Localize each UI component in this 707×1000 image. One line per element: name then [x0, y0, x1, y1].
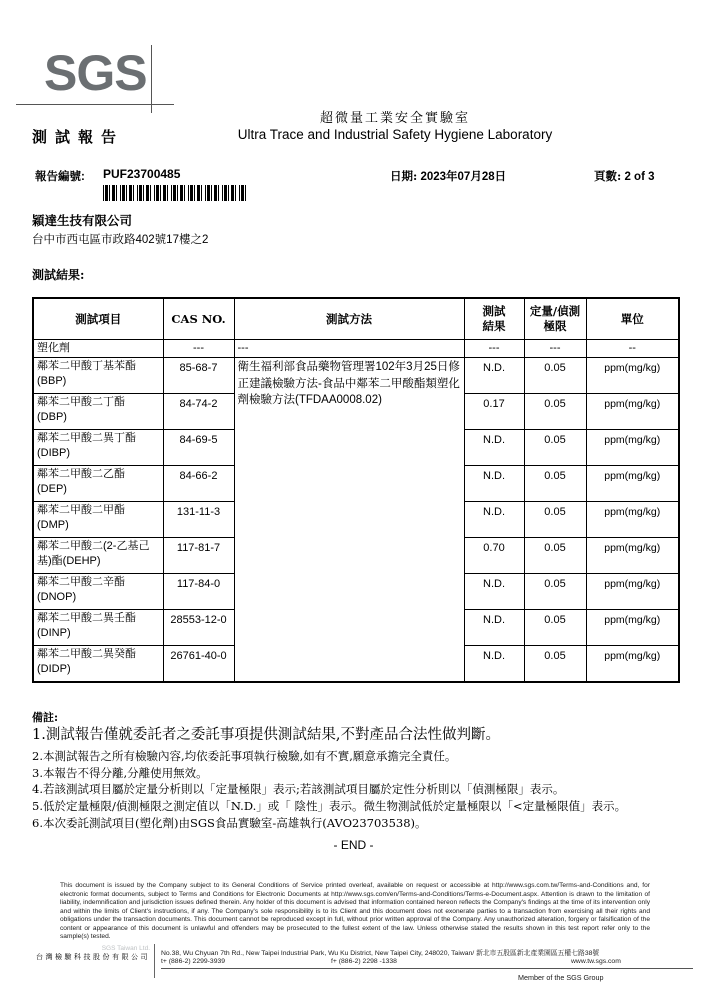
report-no-label: 報告編號: [35, 171, 85, 183]
footer-contacts [161, 958, 693, 969]
limit-cell: 0.05 [524, 646, 586, 683]
header-limit: 定量/偵測 極限 [524, 298, 586, 340]
header-unit: 單位 [586, 298, 679, 340]
result-cell: 0.17 [464, 394, 524, 430]
sgs-logo: SGS [44, 45, 147, 101]
footer-company-en: SGS Taiwan Ltd. [101, 945, 150, 952]
method-cell: 衛生福利部食品藥物管理署102年3月25日修正建議檢驗方法-食品中鄰苯二甲酸酯類塑化劑檢驗方法(TFDAA0008.02) [234, 358, 464, 683]
header-method: 測試方法 [234, 298, 464, 340]
cas-cell: 84-66-2 [163, 466, 234, 502]
note-item-3: 3.本報告不得分離,分離使用無效。 [32, 766, 208, 780]
client-address: 台中市西屯區市政路402號17樓之2 [32, 234, 209, 246]
lab-name-zh: 超微量工業安全實驗室 [319, 111, 470, 126]
header-item: 測試項目 [33, 298, 163, 340]
result-cell: N.D. [464, 610, 524, 646]
results-section-label: 測試結果: [32, 268, 85, 282]
item-cell: 塑化劑 [33, 340, 163, 358]
limit-cell: 0.05 [524, 394, 586, 430]
unit-cell: ppm(mg/kg) [586, 646, 679, 683]
result-cell: N.D. [464, 358, 524, 394]
cas-cell: 84-69-5 [163, 430, 234, 466]
cas-cell: --- [163, 340, 234, 358]
header-result: 測試 結果 [464, 298, 524, 340]
result-cell: N.D. [464, 430, 524, 466]
report-date [390, 168, 506, 184]
cas-cell: 117-84-0 [163, 574, 234, 610]
item-cell: 鄰苯二甲酸二甲酯 (DMP) [33, 502, 163, 538]
lab-name-block [175, 107, 615, 142]
item-cell: 鄰苯二甲酸二乙酯 (DEP) [33, 466, 163, 502]
method-cell: --- [234, 340, 464, 358]
unit-cell: ppm(mg/kg) [586, 394, 679, 430]
item-cell: 鄰苯二甲酸二辛酯 (DNOP) [33, 574, 163, 610]
results-table [32, 297, 680, 683]
cas-cell: 28553-12-0 [163, 610, 234, 646]
legal-disclaimer: This document is issued by the Company subject to its General Conditions of Service printed overleaf, available on request or accessible at http://www.sgs.com.tw/Terms-and-Conditions and, for electronic format documents, subject to Terms and Conditions for Electronic Documents at http://www.sgs.com/en/Terms-and-Conditions/Terms-e-Document.aspx. Attention is drawn to the limitation of liability, indemnification and jurisdiction issues defined therein. Any holder of this document is advised that information contained hereon reflects the Company's findings at the time of its intervention only and within the limits of Client's instructions, if any. The Company's sole responsibility is to its Client and this document does not exonerate parties to a transaction from exercising all their rights and obligations under the transaction documents. This document cannot be reproduced except in full, without prior written approval of the Company. Any unauthorized alteration, forgery or falsification of the content or appearance of this document is unlawful and offenders may be prosecuted to the fullest extent of the law. Unless otherwise stated the results shown in this test report refer only to the sample(s) tested. [60, 882, 650, 941]
result-cell: N.D. [464, 574, 524, 610]
limit-cell: 0.05 [524, 430, 586, 466]
footer-member: Member of the SGS Group [518, 973, 604, 982]
item-cell: 鄰苯二甲酸丁基苯酯 (BBP) [33, 358, 163, 394]
result-cell: N.D. [464, 502, 524, 538]
lab-name-en: Ultra Trace and Industrial Safety Hygiene Laboratory [237, 127, 553, 142]
logo-rule-vertical [151, 45, 152, 113]
table-row [33, 340, 679, 358]
page-count [594, 168, 655, 184]
note-item-4: 4.若該測試項目屬於定量分析則以「定量極限」表示;若該測試項目屬於定性分析則以「偵測極限」表示。 [32, 782, 565, 796]
cas-cell: 117-81-7 [163, 538, 234, 574]
item-cell: 鄰苯二甲酸二丁酯 (DBP) [33, 394, 163, 430]
result-cell: --- [464, 340, 524, 358]
item-cell: 鄰苯二甲酸二異壬酯 (DINP) [33, 610, 163, 646]
unit-cell: ppm(mg/kg) [586, 430, 679, 466]
client-name: 穎達生技有限公司 [32, 214, 133, 228]
notes-label: 備註: [32, 711, 59, 724]
note-item-6: 6.本次委託測試項目(塑化劑)由SGS食品實驗室-高雄執行(AVO23703538)。 [32, 816, 427, 830]
page-value: 2 of 3 [624, 171, 655, 183]
footer-phone: t+ (886-2) 2299-3939 [161, 958, 226, 965]
unit-cell: ppm(mg/kg) [586, 358, 679, 394]
unit-cell: ppm(mg/kg) [586, 502, 679, 538]
cas-cell: 84-74-2 [163, 394, 234, 430]
item-cell: 鄰苯二甲酸二(2-乙基己 基)酯(DEHP) [33, 538, 163, 574]
note-item-5: 5.低於定量極限/偵測極限之測定值以「N.D.」或「 陰性」表示。微生物測試低於定量極限以「<定量極限值」表示。 [32, 799, 627, 813]
unit-cell: ppm(mg/kg) [586, 538, 679, 574]
cas-cell: 26761-40-0 [163, 646, 234, 683]
result-cell: N.D. [464, 646, 524, 683]
note-item-2: 2.本測試報告之所有檢驗內容,均依委託事項執行檢驗,如有不實,願意承擔完全責任。 [32, 749, 457, 763]
limit-cell: 0.05 [524, 358, 586, 394]
unit-cell: -- [586, 340, 679, 358]
limit-cell: 0.05 [524, 466, 586, 502]
report-no-value: PUF23700485 [103, 167, 181, 181]
footer-fax: f+ (886-2) 2298 -1338 [331, 958, 397, 965]
end-mark: - END - [333, 838, 374, 852]
footer-company-zh: 台灣檢驗科技股份有限公司 [36, 954, 150, 961]
limit-cell: 0.05 [524, 574, 586, 610]
note-item-1: 1.測試報告僅就委託者之委託事項提供測試結果,不對產品合法性做判斷。 [32, 727, 500, 743]
table-header-row [33, 298, 679, 340]
date-label: 日期: [390, 169, 418, 183]
footer-divider [154, 944, 155, 978]
footer-website: www.tw.sgs.com [571, 958, 621, 965]
cas-cell: 85-68-7 [163, 358, 234, 394]
limit-cell: 0.05 [524, 610, 586, 646]
item-cell: 鄰苯二甲酸二異丁酯 (DIBP) [33, 430, 163, 466]
limit-cell: --- [524, 340, 586, 358]
cas-cell: 131-11-3 [163, 502, 234, 538]
result-cell: 0.70 [464, 538, 524, 574]
date-value: 2023年07月28日 [420, 171, 507, 183]
table-row [33, 358, 679, 394]
footer-address: No.38, Wu Chyuan 7th Rd., New Taipei Industrial Park, Wu Ku District, New Taipei City, 248020, Taiwan/ 新北市五股區新北產業園區五權七路38號 [161, 950, 600, 957]
page-label: 頁數: [594, 169, 622, 183]
limit-cell: 0.05 [524, 538, 586, 574]
unit-cell: ppm(mg/kg) [586, 574, 679, 610]
report-barcode [103, 185, 248, 201]
report-title: 測試報告 [32, 128, 125, 146]
unit-cell: ppm(mg/kg) [586, 466, 679, 502]
unit-cell: ppm(mg/kg) [586, 610, 679, 646]
result-cell: N.D. [464, 466, 524, 502]
item-cell: 鄰苯二甲酸二異癸酯 (DIDP) [33, 646, 163, 683]
header-cas: CAS NO. [163, 298, 234, 340]
limit-cell: 0.05 [524, 502, 586, 538]
